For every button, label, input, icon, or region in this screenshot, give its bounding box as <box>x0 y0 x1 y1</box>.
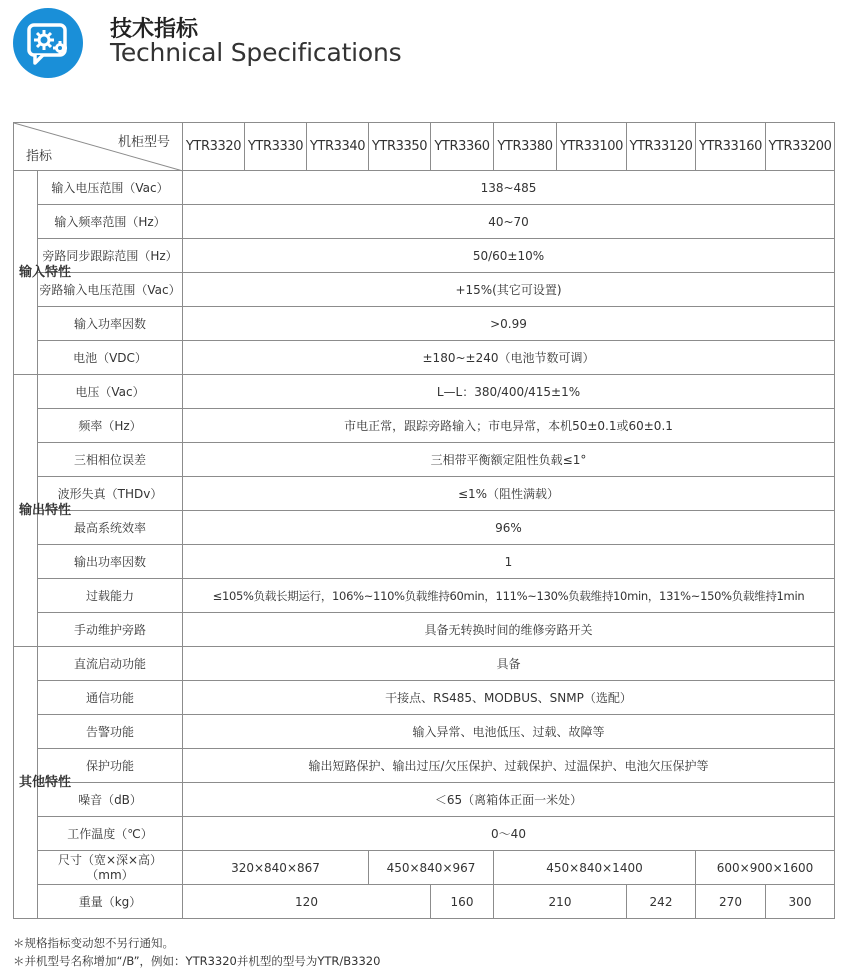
weight-value: 120 <box>183 885 431 919</box>
model-header: YTR33120 <box>627 123 696 171</box>
footnote: ＊并机型号名称增加“/B”，例如：YTR3320并机型的型号为YTR/B3320 <box>13 954 381 968</box>
table-row <box>14 715 835 749</box>
row-label: 输入电压范围（Vac） <box>38 171 183 205</box>
group-label-output-text: 输出特性 <box>19 503 72 518</box>
table-row-size <box>14 851 835 885</box>
table-row <box>14 375 835 409</box>
model-header: YTR3360 <box>431 123 494 171</box>
row-label: 噪音（dB） <box>38 783 183 817</box>
row-label: 旁路同步跟踪范围（Hz） <box>38 239 183 273</box>
row-value: 输出短路保护、输出过压/欠压保护、过载保护、过温保护、电池欠压保护等 <box>183 749 835 783</box>
table-row <box>14 307 835 341</box>
table-row-weight <box>14 885 835 919</box>
weight-value: 270 <box>696 885 766 919</box>
row-label: 三相相位误差 <box>38 443 183 477</box>
row-value: +15%(其它可设置) <box>183 273 835 307</box>
weight-value: 210 <box>494 885 627 919</box>
table-row <box>14 443 835 477</box>
row-value: ±180~±240（电池节数可调） <box>183 341 835 375</box>
table-row <box>14 681 835 715</box>
group-label-other-text: 其他特性 <box>19 775 72 790</box>
row-label: 直流启动功能 <box>38 647 183 681</box>
row-label: 电压（Vac） <box>38 375 183 409</box>
size-label-line2: （mm） <box>86 867 134 882</box>
row-value: 1 <box>183 545 835 579</box>
row-value: 输入异常、电池低压、过载、故障等 <box>183 715 835 749</box>
model-header: YTR33100 <box>557 123 627 171</box>
table-row <box>14 613 835 647</box>
table-row <box>14 477 835 511</box>
row-value: 96% <box>183 511 835 545</box>
table-row <box>14 545 835 579</box>
model-header: YTR3350 <box>369 123 431 171</box>
weight-value: 242 <box>627 885 696 919</box>
table-header-row <box>14 123 835 171</box>
weight-value: 160 <box>431 885 494 919</box>
weight-value: 300 <box>766 885 835 919</box>
size-value: 600×900×1600 <box>696 851 835 885</box>
model-header: YTR3320 <box>183 123 245 171</box>
table-row <box>14 817 835 851</box>
row-value: 50/60±10% <box>183 239 835 273</box>
table-row <box>14 273 835 307</box>
row-value: 0～40 <box>183 817 835 851</box>
model-header: YTR33200 <box>766 123 835 171</box>
model-header: YTR3340 <box>307 123 369 171</box>
row-label: 频率（Hz） <box>38 409 183 443</box>
table-corner-cell <box>14 123 183 171</box>
row-label: 电池（VDC） <box>38 341 183 375</box>
table-row <box>14 749 835 783</box>
row-value: 三相带平衡额定阻性负载≤1° <box>183 443 835 477</box>
corner-label-model: 机柜型号 <box>117 135 170 150</box>
row-label: 重量（kg） <box>38 885 183 919</box>
footnote: ＊规格指标变动恕不另行通知。 <box>13 936 174 950</box>
corner-label-spec: 指标 <box>26 149 53 164</box>
table-row <box>14 409 835 443</box>
row-label-size <box>38 851 183 885</box>
row-label: 手动维护旁路 <box>38 613 183 647</box>
row-value: 具备无转换时间的维修旁路开关 <box>183 613 835 647</box>
row-label: 告警功能 <box>38 715 183 749</box>
row-label: 保护功能 <box>38 749 183 783</box>
size-label-line1: 尺寸（宽×深×高） <box>57 852 163 867</box>
size-value: 320×840×867 <box>183 851 369 885</box>
row-value: 138~485 <box>183 171 835 205</box>
table-row <box>14 171 835 205</box>
table-row <box>14 341 835 375</box>
row-value: >0.99 <box>183 307 835 341</box>
row-value: 干接点、RS485、MODBUS、SNMP（选配） <box>183 681 835 715</box>
row-label: 过载能力 <box>38 579 183 613</box>
row-value: 40~70 <box>183 205 835 239</box>
row-label: 最高系统效率 <box>38 511 183 545</box>
page-title-cn: 技术指标 <box>110 17 199 42</box>
table-row <box>14 205 835 239</box>
table-row <box>14 647 835 681</box>
row-value: ＜65（离箱体正面一米处） <box>183 783 835 817</box>
model-header: YTR33160 <box>696 123 766 171</box>
gear-settings-icon <box>13 8 83 78</box>
footnotes <box>13 934 380 970</box>
group-label-other <box>14 647 72 919</box>
group-label-input <box>14 171 72 375</box>
table-row <box>14 579 835 613</box>
model-header: YTR3330 <box>245 123 307 171</box>
row-value: 市电正常，跟踪旁路输入；市电异常，本机50±0.1或60±0.1 <box>183 409 835 443</box>
size-value: 450×840×1400 <box>494 851 696 885</box>
row-label: 波形失真（THDv） <box>38 477 183 511</box>
group-label-input-text: 输入特性 <box>19 265 72 280</box>
row-value: ≤105%负载长期运行，106%~110%负载维持60min，111%~130%负载维持10min，131%~150%负载维持1min <box>183 579 835 613</box>
row-label: 输出功率因数 <box>38 545 183 579</box>
size-value: 450×840×967 <box>369 851 494 885</box>
row-value: 具备 <box>183 647 835 681</box>
row-label: 旁路输入电压范围（Vac） <box>38 273 183 307</box>
row-value: L—L：380/400/415±1% <box>183 375 835 409</box>
row-value: ≤1%（阻性满载） <box>183 477 835 511</box>
row-label: 工作温度（℃） <box>38 817 183 851</box>
spec-table <box>13 122 835 919</box>
group-label-output <box>14 375 72 647</box>
row-label: 通信功能 <box>38 681 183 715</box>
model-header: YTR3380 <box>494 123 557 171</box>
row-label: 输入功率因数 <box>38 307 183 341</box>
table-row <box>14 239 835 273</box>
table-row <box>14 511 835 545</box>
page-title-en: Technical Specifications <box>110 38 402 67</box>
row-label: 输入频率范围（Hz） <box>38 205 183 239</box>
table-row <box>14 783 835 817</box>
